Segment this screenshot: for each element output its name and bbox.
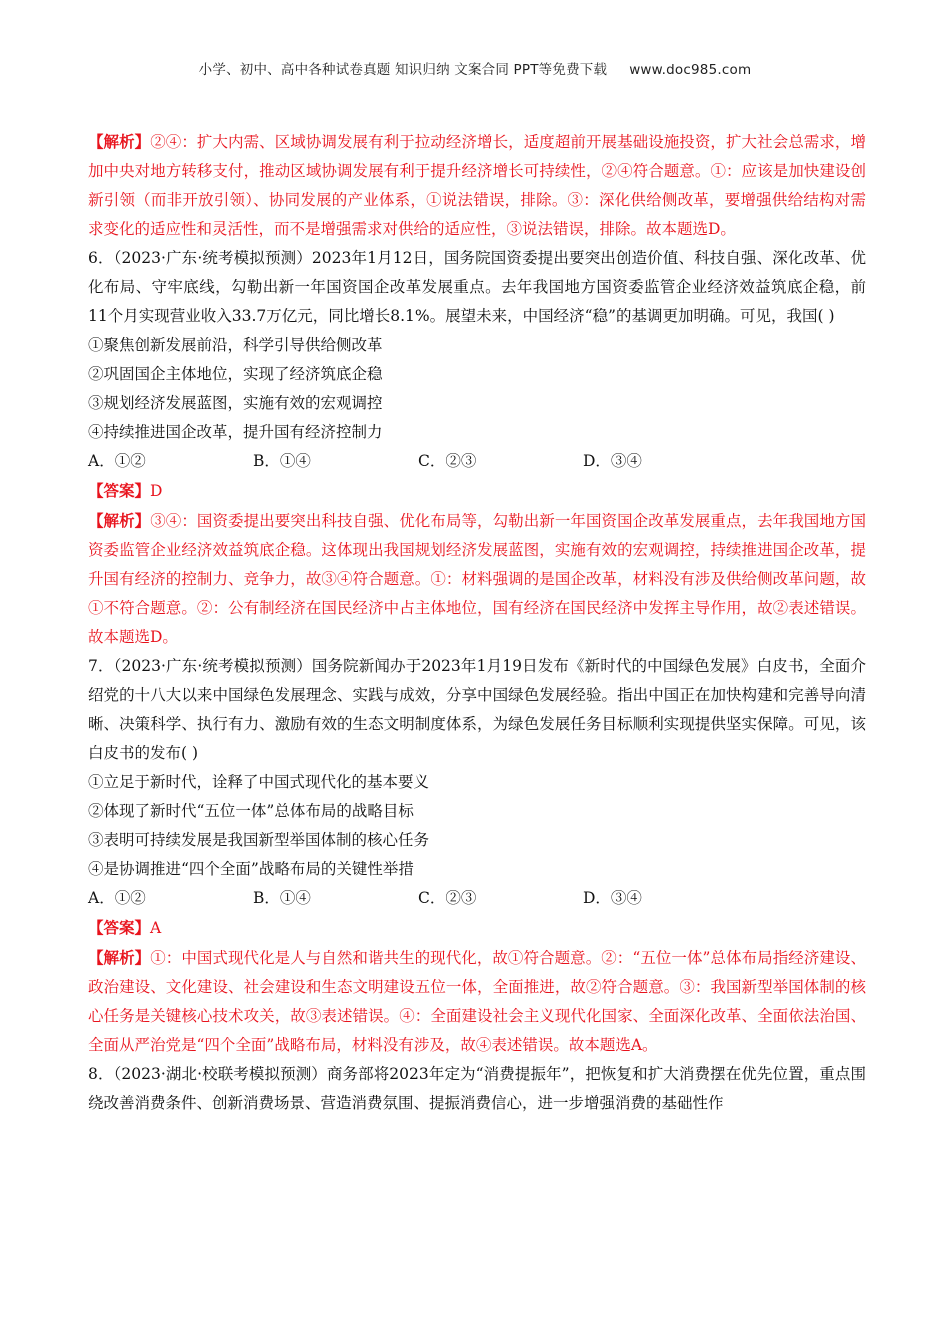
q6-item: ①聚焦创新发展前沿，科学引导供给侧改革 bbox=[88, 336, 383, 354]
analysis-tag: 【解析】 bbox=[88, 948, 151, 967]
q6-item: ④持续推进国企改革，提升国有经济控制力 bbox=[88, 423, 383, 441]
page-header bbox=[0, 58, 950, 78]
q7-analysis-text: ①：中国式现代化是人与自然和谐共生的现代化，故①符合题意。②：“五位一体”总体布局指经济建设、政治建设、文化建设、社会建设和生态文明建设五位一体，全面推进，故②符合题意。③：我国新型举国体制的核心任务是关键核心技术攻关，故③表述错误。④：全面建设社会主义现代化国家、全面深化改革、全面依法治国、全面从严治党是“四个全面”战略布局，材料没有涉及，故④表述错误。故本题选A。 bbox=[88, 949, 866, 1054]
q7-option-d: D．③④ bbox=[583, 889, 642, 907]
q7-item: ③表明可持续发展是我国新型举国体制的核心任务 bbox=[88, 831, 430, 849]
q7-stem: 7．（2023·广东·统考模拟预测）国务院新闻办于2023年1月19日发布《新时代的中国绿色发展》白皮书，全面介绍党的十八大以来中国绿色发展理念、实践与成效，分享中国绿色发展经验。指出中国正在加快构建和完善导向清晰、决策科学、执行有力、激励有效的生态文明制度体系，为绿色发展任务目标顺利实现提供坚实保障。可见，该白皮书的发布( ) bbox=[88, 657, 866, 762]
q6-options bbox=[88, 447, 866, 476]
q7-item: ①立足于新时代，诠释了中国式现代化的基本要义 bbox=[88, 773, 430, 791]
q7-answer-value: A bbox=[150, 919, 162, 937]
q6-answer bbox=[88, 476, 866, 506]
q7-answer bbox=[88, 913, 866, 943]
analysis-tag: 【解析】 bbox=[88, 132, 151, 151]
q7-options bbox=[88, 884, 866, 913]
header-text: 小学、初中、高中各种试卷真题 知识归纳 文案合同 PPT等免费下载 bbox=[198, 62, 608, 78]
q7-option-a: A．①② bbox=[88, 889, 146, 907]
q8-stem: 8．（2023·湖北·校联考模拟预测）商务部将2023年定为“消费提振年”，把恢复和扩大消费摆在优先位置，重点围绕改善消费条件、创新消费场景、营造消费氛围、提振消费信心，进一步增强消费的基础性作 bbox=[88, 1065, 866, 1112]
q5-analysis bbox=[88, 127, 866, 244]
q6-option-c: C．②③ bbox=[418, 452, 477, 470]
q6-item: ③规划经济发展蓝图，实施有效的宏观调控 bbox=[88, 394, 383, 412]
q5-analysis-text: ②④：扩大内需、区域协调发展有利于拉动经济增长，适度超前开展基础设施投资，扩大社会总需求，增加中央对地方转移支付，推动区域协调发展有利于提升经济增长可持续性，②④符合题意。①：应该是加快建设创新引领（而非开放引领）、协同发展的产业体系，①说法错误，排除。③：深化供给侧改革，要增强供给结构对需求变化的适应性和灵活性，而不是增强需求对供给的适应性，③说法错误，排除。故本题选D。 bbox=[88, 133, 866, 238]
q7-item: ②体现了新时代“五位一体”总体布局的战略目标 bbox=[88, 802, 414, 820]
document-body bbox=[88, 127, 866, 1118]
answer-tag: 【答案】 bbox=[88, 918, 151, 937]
q6-answer-value: D bbox=[150, 482, 163, 500]
q7-option-c: C．②③ bbox=[418, 889, 477, 907]
q6-option-a: A．①② bbox=[88, 452, 146, 470]
q6-option-d: D．③④ bbox=[583, 452, 642, 470]
header-site[interactable]: www.doc985.com bbox=[629, 62, 752, 78]
q7-analysis bbox=[88, 943, 866, 1060]
q7-item: ④是协调推进“四个全面”战略布局的关键性举措 bbox=[88, 860, 414, 878]
q6-option-b: B．①④ bbox=[253, 452, 311, 470]
q6-analysis-text: ③④：国资委提出要突出科技自强、优化布局等，勾勒出新一年国资国企改革发展重点，去年我国地方国资委监管企业经济效益筑底企稳。这体现出我国规划经济发展蓝图，实施有效的宏观调控，持续推进国企改革，提升国有经济的控制力、竞争力，故③④符合题意。①：材料强调的是国企改革，材料没有涉及供给侧改革问题，故①不符合题意。②：公有制经济在国民经济中占主体地位，国有经济在国民经济中发挥主导作用，故②表述错误。故本题选D。 bbox=[88, 512, 866, 646]
q6-analysis bbox=[88, 506, 866, 652]
analysis-tag: 【解析】 bbox=[88, 511, 151, 530]
q6-item: ②巩固国企主体地位，实现了经济筑底企稳 bbox=[88, 365, 383, 383]
q6-stem: 6．（2023·广东·统考模拟预测）2023年1月12日，国务院国资委提出要突出创造价值、科技自强、深化改革、优化布局、守牢底线，勾勒出新一年国资国企改革发展重点。去年我国地方国资委监管企业经济效益筑底企稳，前11个月实现营业收入33.7万亿元，同比增长8.1%。展望未来，中国经济“稳”的基调更加明确。可见，我国( ) bbox=[88, 249, 866, 325]
q7-option-b: B．①④ bbox=[253, 889, 311, 907]
answer-tag: 【答案】 bbox=[88, 481, 151, 500]
